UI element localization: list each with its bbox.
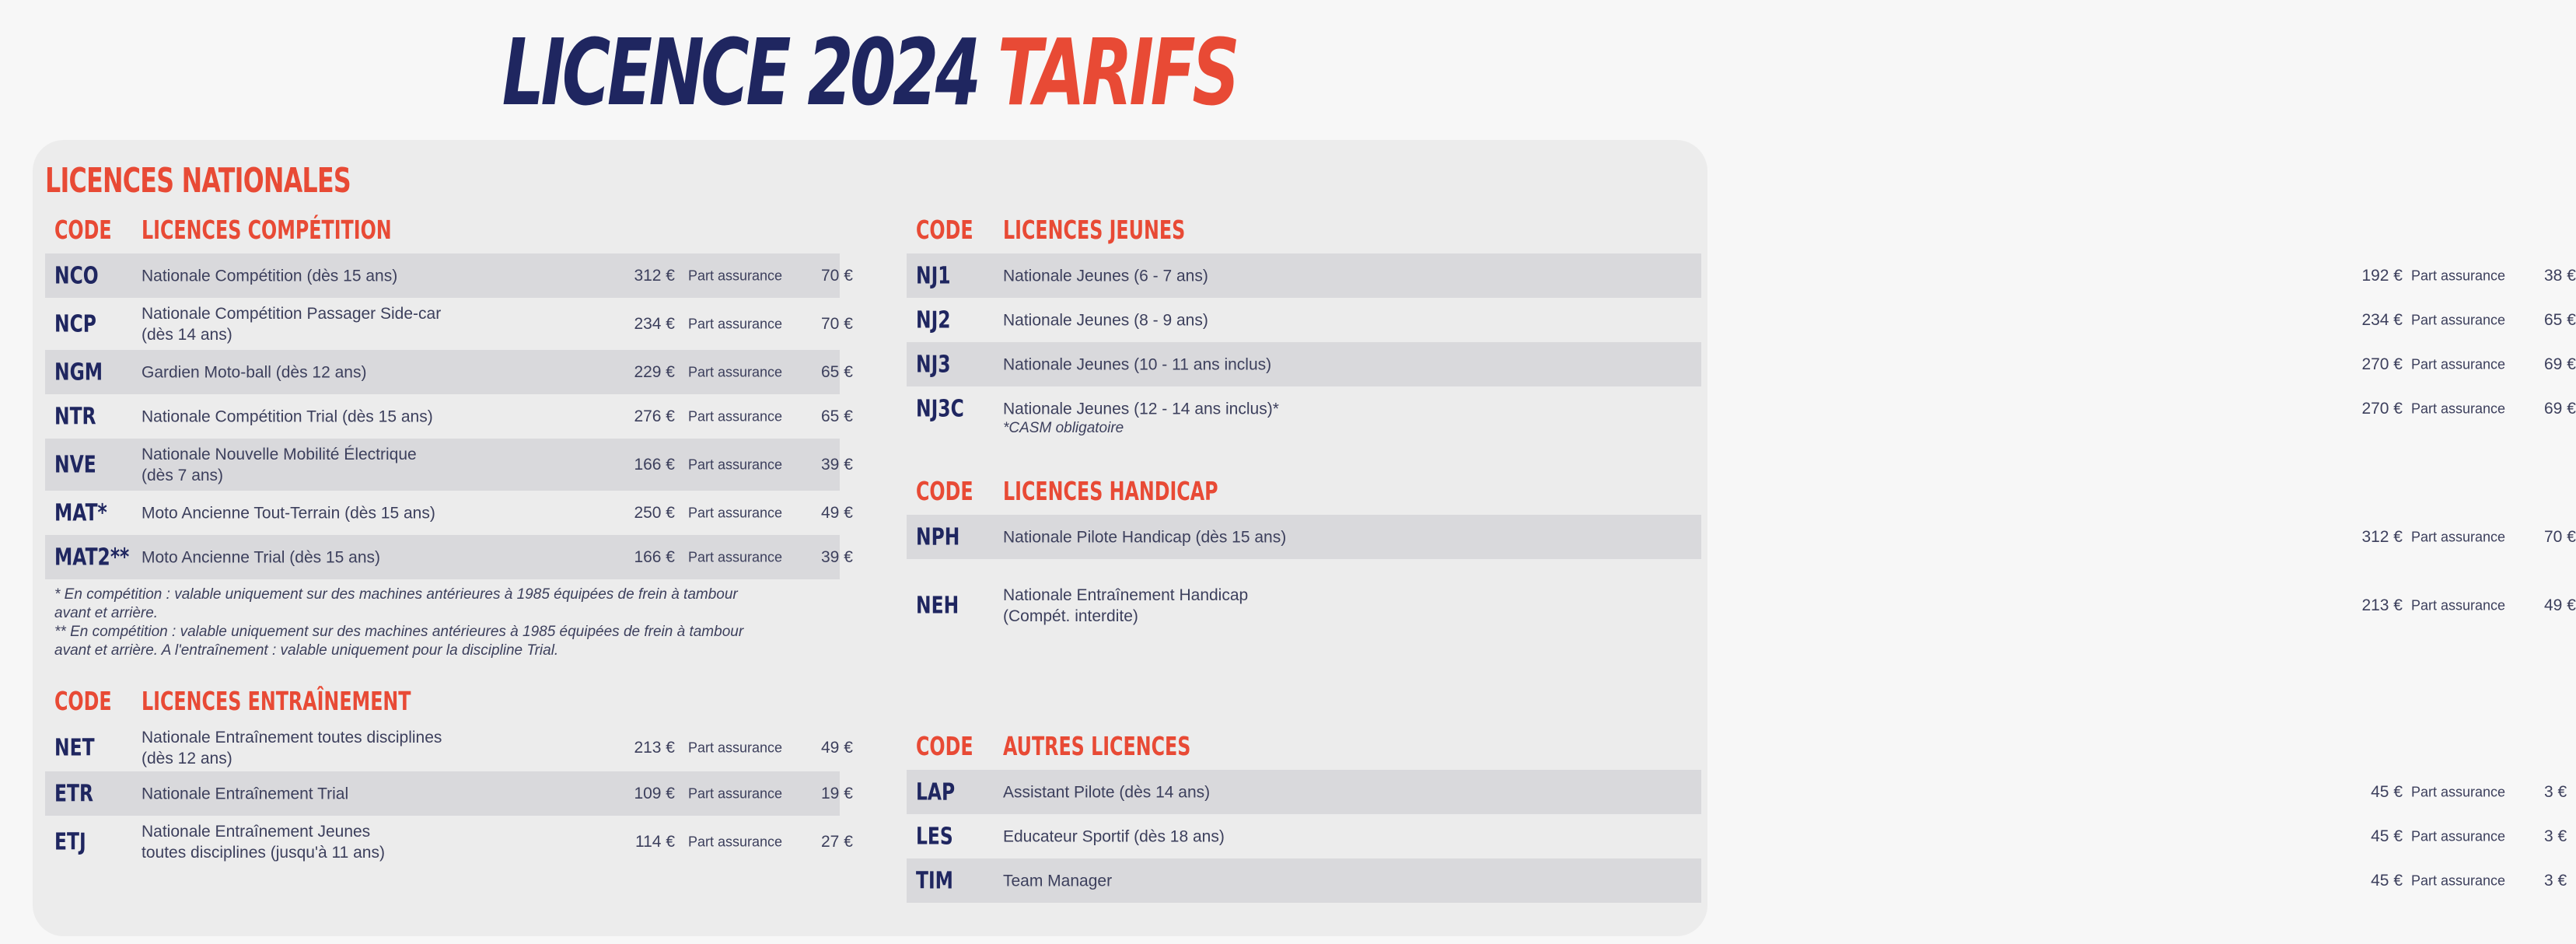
licence-price: 270 €	[2361, 355, 2403, 373]
licence-code: LAP	[916, 778, 956, 806]
autres-block	[907, 729, 2567, 903]
entrainement-header	[45, 684, 840, 718]
table-row	[907, 298, 2576, 342]
assurance-amount: 65 €	[2544, 310, 2576, 329]
licence-code: NCO	[54, 262, 99, 289]
assurance-label: Part assurance	[2411, 872, 2506, 888]
handicap-header	[907, 474, 1701, 509]
assurance-amount: 38 €	[2544, 266, 2576, 285]
assurance-label: Part assurance	[2411, 828, 2506, 844]
licence-price: 312 €	[634, 266, 675, 285]
assurance-label: Part assurance	[688, 267, 783, 283]
competition-title: LICENCES COMPÉTITION	[142, 215, 392, 245]
licence-description: Nationale Entraînement Handicap (Compét. interdite)	[1003, 586, 1249, 625]
licence-price: 109 €	[634, 784, 675, 802]
table-row	[45, 350, 853, 394]
table-row	[45, 253, 853, 298]
assurance-label: Part assurance	[688, 408, 783, 424]
licence-price: 166 €	[634, 547, 675, 566]
assurance-label: Part assurance	[688, 316, 783, 331]
assurance-amount: 39 €	[821, 455, 853, 474]
licence-code: NJ3C	[916, 395, 964, 422]
table-row	[907, 770, 2567, 814]
title-main: LICENCE 2024	[502, 19, 978, 126]
jeunes-header	[907, 213, 1701, 247]
licence-code: ETR	[54, 780, 93, 807]
licence-description: Nationale Nouvelle Mobilité Électrique (dès 7 ans)	[142, 445, 417, 484]
licence-description: Team Manager	[1003, 872, 1113, 890]
licence-description: Nationale Jeunes (10 - 11 ans inclus)	[1003, 355, 1272, 373]
licence-description: Nationale Jeunes (6 - 7 ans)	[1003, 267, 1208, 285]
licence-code: NJ2	[916, 306, 951, 334]
licence-price: 276 €	[634, 407, 675, 425]
licence-description: Nationale Entraînement Jeunes toutes disciplines (jusqu'à 11 ans)	[142, 822, 385, 862]
licence-code: NJ3	[916, 351, 951, 378]
assurance-amount: 69 €	[2544, 355, 2576, 373]
table-row	[45, 771, 853, 816]
assurance-label: Part assurance	[2411, 356, 2506, 372]
assurance-amount: 39 €	[821, 547, 853, 566]
licence-code: LES	[916, 823, 953, 850]
licence-price: 114 €	[635, 832, 675, 851]
jeunes-block	[907, 213, 2576, 431]
handicap-block	[907, 474, 2576, 652]
licence-price: 312 €	[2361, 527, 2403, 546]
licence-price: 213 €	[634, 739, 675, 757]
assurance-amount: 65 €	[821, 362, 853, 381]
code-header: CODE	[916, 731, 973, 761]
assurance-amount: 65 €	[821, 407, 853, 425]
title-accent: TARIFS	[997, 19, 1237, 126]
licence-price: 234 €	[2361, 310, 2403, 329]
assurance-amount: 19 €	[821, 784, 853, 802]
jeunes-table	[907, 253, 2576, 431]
licence-description: Nationale Compétition Trial (dès 15 ans)	[142, 407, 433, 425]
page-title	[243, 19, 1495, 126]
assurance-label: Part assurance	[688, 364, 783, 379]
code-header: CODE	[916, 476, 973, 506]
licence-description: Nationale Compétition Passager Side-car (dès 14 ans)	[142, 304, 442, 344]
licence-description: Nationale Jeunes (12 - 14 ans inclus)*	[1003, 400, 1279, 418]
licence-description: Gardien Moto-ball (dès 12 ans)	[142, 363, 367, 381]
licence-code: NEH	[916, 592, 959, 620]
licence-price: 45 €	[2371, 782, 2403, 801]
licence-price: 270 €	[2361, 399, 2403, 418]
handicap-title: LICENCES HANDICAP	[1003, 476, 1218, 506]
competition-notes: * En compétition : valable uniquement sur des machines antérieures à 1985 équipées de frein à tambour avant et arrière. ** En compétition : valable uniquement sur des machines antérieures à 1985 équipées de frein à tambour avant et arrière. A l'entraînement : valable uniquement pour la discipline Trial.	[54, 586, 744, 659]
licence-description: Assistant Pilote (dès 14 ans)	[1003, 783, 1211, 801]
licence-code: NTR	[54, 403, 96, 430]
licence-description: Moto Ancienne Tout-Terrain (dès 15 ans)	[142, 504, 435, 522]
licence-code: MAT*	[54, 499, 107, 526]
table-row	[45, 535, 853, 579]
licence-description: Nationale Pilote Handicap (dès 15 ans)	[1003, 528, 1287, 546]
assurance-amount: 3 €	[2544, 871, 2567, 890]
licence-price: 250 €	[634, 503, 675, 522]
table-row	[45, 298, 853, 350]
handicap-table	[907, 515, 2576, 652]
licence-price: 213 €	[2361, 596, 2403, 614]
licence-description: Moto Ancienne Trial (dès 15 ans)	[142, 548, 381, 566]
licence-description: Nationale Entraînement Trial	[142, 785, 349, 802]
assurance-amount: 3 €	[2544, 827, 2567, 845]
licence-price: 192 €	[2361, 266, 2403, 285]
assurance-label: Part assurance	[2411, 267, 2506, 283]
competition-block	[45, 213, 853, 660]
table-row	[45, 491, 853, 535]
assurance-label: Part assurance	[688, 505, 783, 520]
table-row	[907, 253, 2576, 298]
assurance-amount: 49 €	[821, 503, 853, 522]
licence-code: NET	[54, 734, 95, 762]
assurance-amount: 3 €	[2544, 782, 2567, 801]
entrainement-table	[45, 725, 853, 868]
licence-description: Nationale Entraînement toutes disciplines (dès 12 ans)	[142, 729, 442, 767]
licence-code: NGM	[54, 358, 103, 386]
licence-code: MAT2**	[54, 544, 130, 571]
table-row	[45, 725, 853, 771]
casm-note: *CASM obligatoire	[1003, 420, 1124, 436]
assurance-amount: 70 €	[2544, 527, 2576, 546]
autres-header	[907, 729, 1701, 764]
assurance-amount: 27 €	[821, 832, 853, 851]
licence-price: 166 €	[634, 455, 675, 474]
competition-table	[45, 253, 853, 579]
licence-description: Nationale Jeunes (8 - 9 ans)	[1003, 311, 1208, 329]
assurance-amount: 70 €	[821, 266, 853, 285]
entrainement-title: LICENCES ENTRAÎNEMENT	[142, 686, 411, 716]
competition-header	[45, 213, 840, 247]
assurance-label: Part assurance	[2411, 784, 2506, 799]
table-row	[907, 342, 2576, 386]
licence-code: NCP	[54, 310, 96, 337]
assurance-label: Part assurance	[688, 834, 783, 849]
assurance-amount: 69 €	[2544, 399, 2576, 418]
licence-code: NJ1	[916, 262, 951, 289]
code-header: CODE	[54, 686, 112, 716]
licence-price: 234 €	[634, 314, 675, 333]
assurance-label: Part assurance	[688, 456, 783, 472]
licence-code: NPH	[916, 523, 960, 551]
code-header: CODE	[916, 215, 973, 245]
assurance-amount: 49 €	[821, 739, 853, 757]
licence-price: 45 €	[2371, 827, 2403, 845]
assurance-label: Part assurance	[688, 785, 783, 801]
licence-price: 45 €	[2371, 871, 2403, 890]
autres-title: AUTRES LICENCES	[1003, 731, 1191, 761]
licence-code: TIM	[916, 867, 953, 894]
table-row	[907, 814, 2567, 858]
assurance-label: Part assurance	[2411, 312, 2506, 327]
table-row	[907, 515, 2576, 559]
assurance-label: Part assurance	[688, 549, 783, 565]
assurance-label: Part assurance	[2411, 529, 2506, 544]
licence-code: NVE	[54, 451, 96, 478]
jeunes-title: LICENCES JEUNES	[1003, 215, 1186, 245]
table-row	[45, 394, 853, 439]
licence-description: Educateur Sportif (dès 18 ans)	[1003, 827, 1225, 845]
section-heading: LICENCES NATIONALES	[45, 161, 351, 201]
assurance-label: Part assurance	[2411, 597, 2506, 614]
table-row	[45, 816, 853, 868]
assurance-amount: 49 €	[2544, 596, 2576, 614]
assurance-label: Part assurance	[688, 739, 783, 756]
licence-code: ETJ	[54, 828, 86, 855]
entrainement-block	[45, 684, 853, 868]
table-row	[907, 559, 2576, 652]
assurance-label: Part assurance	[2411, 400, 2506, 416]
assurance-amount: 70 €	[821, 314, 853, 333]
code-header: CODE	[54, 215, 112, 245]
licence-price: 229 €	[634, 362, 675, 381]
licence-description: Nationale Compétition (dès 15 ans)	[142, 267, 398, 285]
table-row	[907, 858, 2567, 903]
autres-table	[907, 770, 2567, 903]
table-row	[45, 439, 853, 491]
